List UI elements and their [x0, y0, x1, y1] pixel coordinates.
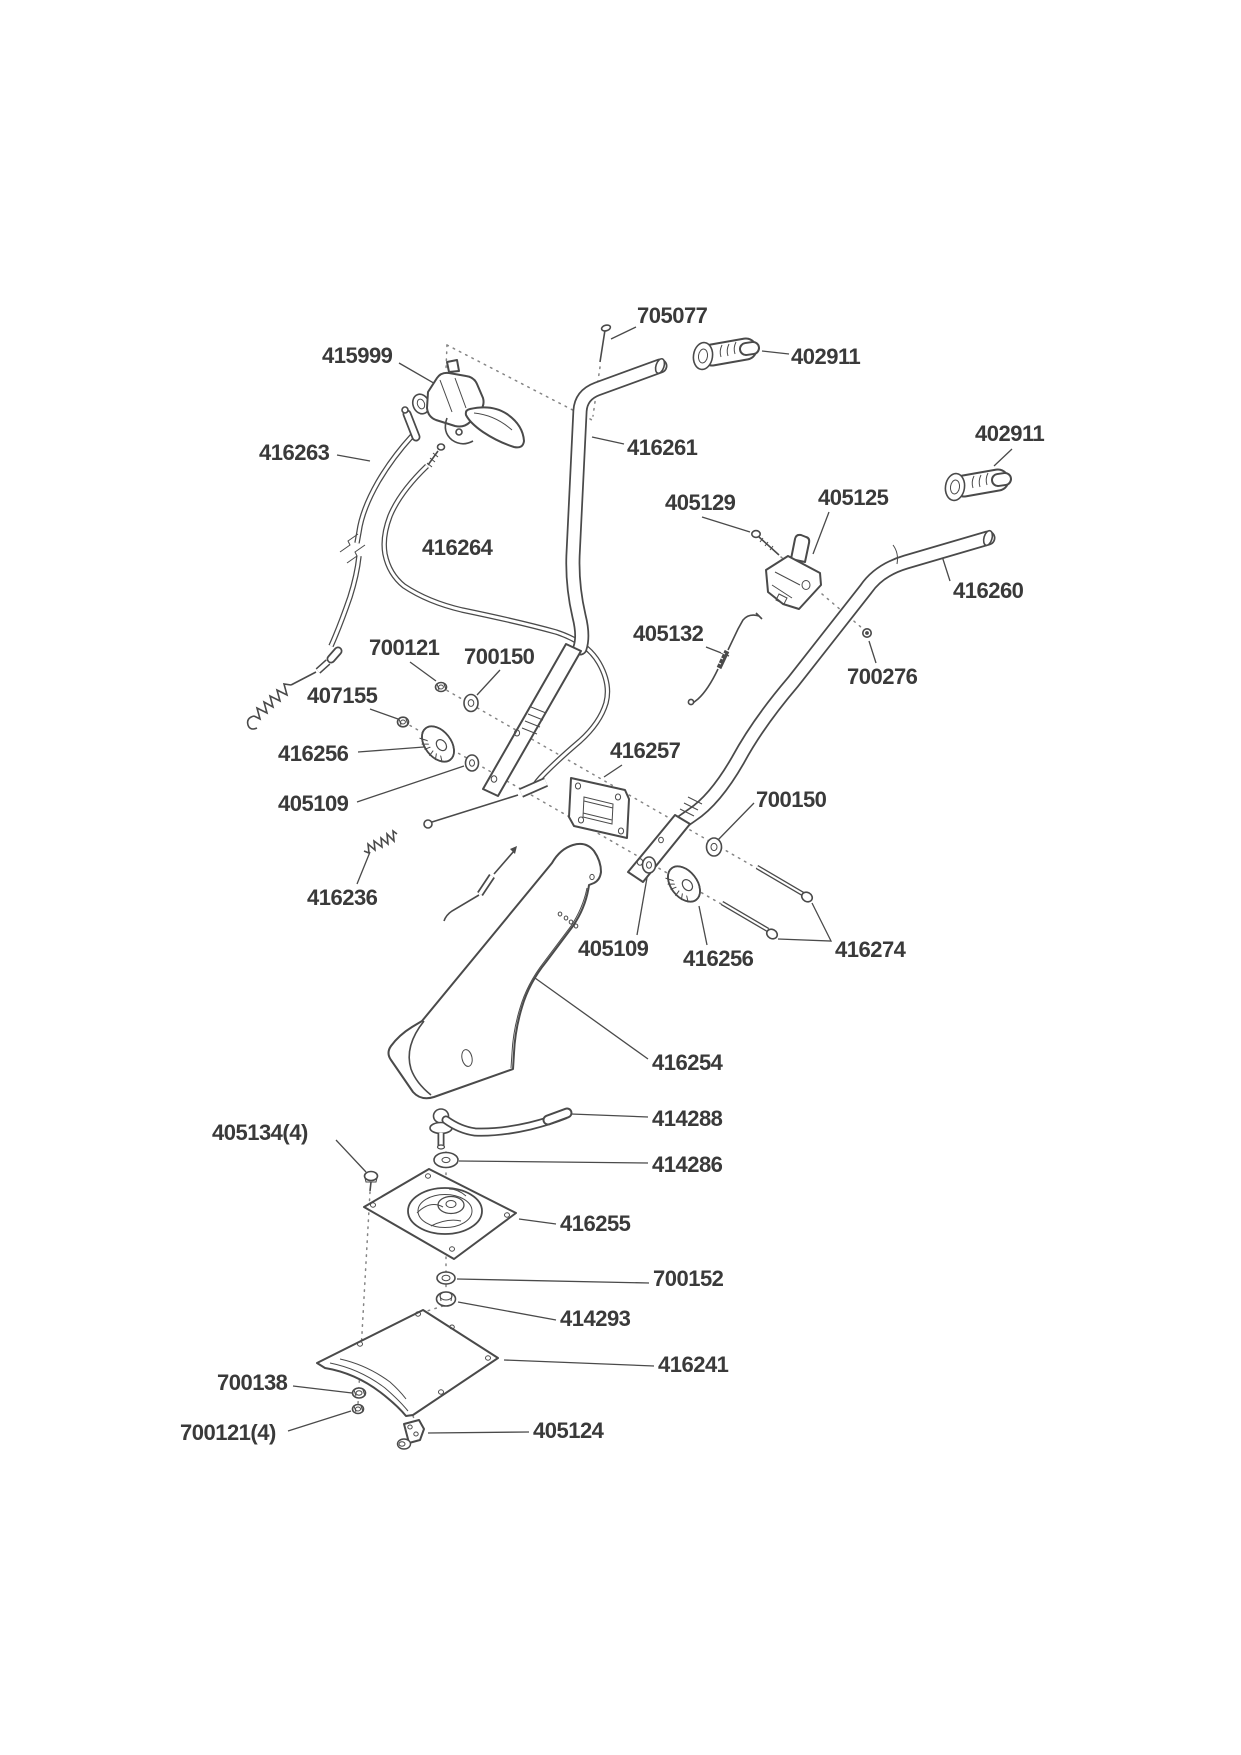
- part-label-405132-10: 405132: [633, 621, 704, 646]
- part-label-700121-12: 700121: [369, 635, 440, 660]
- nut-700121-b: [353, 1405, 364, 1414]
- part-label-415999-1: 415999: [322, 343, 393, 368]
- mount-plate-416255: [364, 1169, 516, 1259]
- nut-407155: [398, 717, 409, 727]
- part-label-405124-33: 405124: [533, 1418, 604, 1443]
- part-label-416256-21: 416256: [683, 946, 754, 971]
- grip-402911-top: [692, 341, 753, 370]
- part-label-416241-30: 416241: [658, 1352, 729, 1377]
- knob-416256-b: [661, 860, 707, 908]
- part-label-416260-9: 416260: [953, 578, 1024, 603]
- part-label-4051344-25: 405134(4): [212, 1120, 308, 1145]
- part-label-700138-31: 700138: [217, 1370, 288, 1395]
- part-label-416263-3: 416263: [259, 440, 330, 465]
- part-label-414293-29: 414293: [560, 1306, 631, 1331]
- part-label-700150-13: 700150: [464, 644, 535, 669]
- nut-700138: [353, 1388, 366, 1398]
- part-label-416254-23: 416254: [652, 1050, 723, 1075]
- shift-rod: [444, 846, 517, 921]
- part-label-405109-20: 405109: [578, 936, 649, 961]
- cable-clamp-405125: [766, 535, 821, 609]
- console-cover-416254: [389, 844, 602, 1098]
- handle-rod-414288: [446, 1113, 567, 1132]
- nut-700121: [436, 683, 447, 692]
- leader-lines: [288, 327, 1012, 1433]
- screw-405129: [752, 531, 779, 555]
- washer-414286: [434, 1153, 458, 1168]
- part-label-700276-11: 700276: [847, 664, 918, 689]
- washer-700150-b: [707, 838, 722, 856]
- part-label-402911-5: 402911: [975, 421, 1045, 446]
- part-label-414286-26: 414286: [652, 1152, 723, 1177]
- part-label-405125-7: 405125: [818, 485, 889, 510]
- lower-plate-416241: [317, 1310, 498, 1416]
- part-label-405129-6: 405129: [665, 490, 736, 515]
- nut-414293: [437, 1292, 456, 1306]
- knob-416256-a: [415, 720, 461, 768]
- washer-700150-a: [464, 695, 478, 712]
- part-label-416264-8: 416264: [422, 535, 493, 560]
- part-label-416257-17: 416257: [610, 738, 681, 763]
- washer-700152: [437, 1272, 455, 1284]
- screw-705077: [600, 324, 611, 362]
- spring-coil: [254, 684, 291, 719]
- part-label-407155-14: 407155: [307, 683, 378, 708]
- washer-405109-b: [643, 857, 656, 873]
- bolts-416274: [722, 867, 814, 941]
- part-label-700152-28: 700152: [653, 1266, 724, 1291]
- part-label-405109-16: 405109: [278, 791, 349, 816]
- bracket-405124: [398, 1420, 425, 1449]
- grip-402911-right: [944, 472, 1005, 501]
- screw-700276: [863, 629, 871, 637]
- bracket-416257: [569, 778, 629, 838]
- part-label-416236-19: 416236: [307, 885, 378, 910]
- part-label-705077-0: 705077: [637, 303, 708, 328]
- screw-405134: [365, 1172, 378, 1192]
- part-label-414288-24: 414288: [652, 1106, 723, 1131]
- brake-lever-assembly-415999: [410, 360, 524, 447]
- rod-eye: [424, 820, 432, 828]
- pivot-joint: [430, 1109, 452, 1149]
- part-label-416256-15: 416256: [278, 741, 349, 766]
- washer-405109-a: [466, 755, 479, 771]
- part-label-416274-22: 416274: [835, 937, 906, 962]
- part-label-402911-2: 402911: [791, 344, 861, 369]
- part-label-7001214-32: 700121(4): [180, 1420, 276, 1445]
- part-label-416255-27: 416255: [560, 1211, 631, 1236]
- part-label-700150-18: 700150: [756, 787, 827, 812]
- part-label-416261-4: 416261: [627, 435, 698, 460]
- spring-416236: [364, 831, 397, 853]
